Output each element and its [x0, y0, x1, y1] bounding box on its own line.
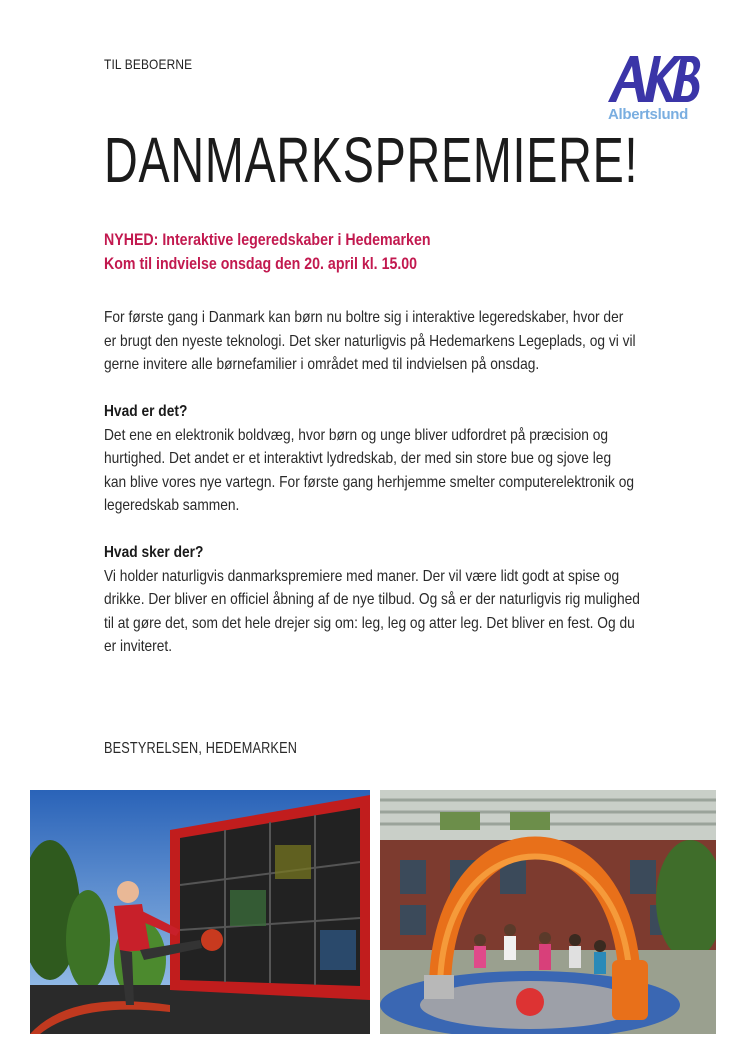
- news-line-2: Kom til indvielse onsdag den 20. april kl. 15.00: [104, 255, 418, 273]
- section-line: til at gøre det, som det hele drejer sig om: leg, leg og atter leg. Det bliver en fest. Og du: [104, 614, 635, 632]
- ball-wall-photo: [30, 790, 370, 1034]
- intro-line: For første gang i Danmark kan børn nu boltre sig i interaktive legeredskaber, hvor der: [104, 309, 624, 326]
- section-line: kan blive vores nye vartegn. For første gang herhjemme smelter computerelektronik og: [104, 473, 635, 491]
- body-text: [104, 306, 640, 659]
- logo-subtitle: Albertslund: [608, 106, 689, 123]
- section-heading: Hvad sker der?: [104, 544, 204, 561]
- section-line: Det ene en elektronik boldvæg, hvor børn og unge bliver udfordret på præcision og: [104, 426, 609, 444]
- section-line: drikke. Der bliver en officiel åbning af de nye tilbud. Og så er der naturligvis rig mulighed: [104, 591, 640, 608]
- signature: BESTYRELSEN, HEDEMARKEN: [104, 740, 298, 757]
- recipient-line: TIL BEBOERNE: [104, 56, 193, 72]
- news-announcement: [104, 228, 431, 276]
- intro-line: gerne invitere alle børnefamilier i området med til indvielsen på onsdag.: [104, 356, 540, 373]
- sound-arch-photo: [380, 790, 716, 1034]
- page-title: DANMARKSPREMIERE!: [104, 124, 639, 196]
- section-line: legeredskab sammen.: [104, 497, 240, 514]
- news-line-1: NYHED: Interaktive legeredskaber i Hedemarken: [104, 231, 431, 249]
- akb-albertslund-logo: [606, 52, 706, 126]
- section-heading: Hvad er det?: [104, 403, 188, 420]
- intro-line: er brugt den nyeste teknologi. Det sker naturligvis på Hedemarkens Legeplads, og vi vil: [104, 332, 636, 350]
- section-line: Vi holder naturligvis danmarkspremiere med maner. Der vil være lidt godt at spise og: [104, 567, 620, 585]
- section-line: er inviteret.: [104, 638, 173, 655]
- akb-logo-mark: [606, 52, 702, 104]
- section-line: hurtighed. Det andet er et interaktivt lydredskab, der med sin store bue og sjove leg: [104, 450, 612, 467]
